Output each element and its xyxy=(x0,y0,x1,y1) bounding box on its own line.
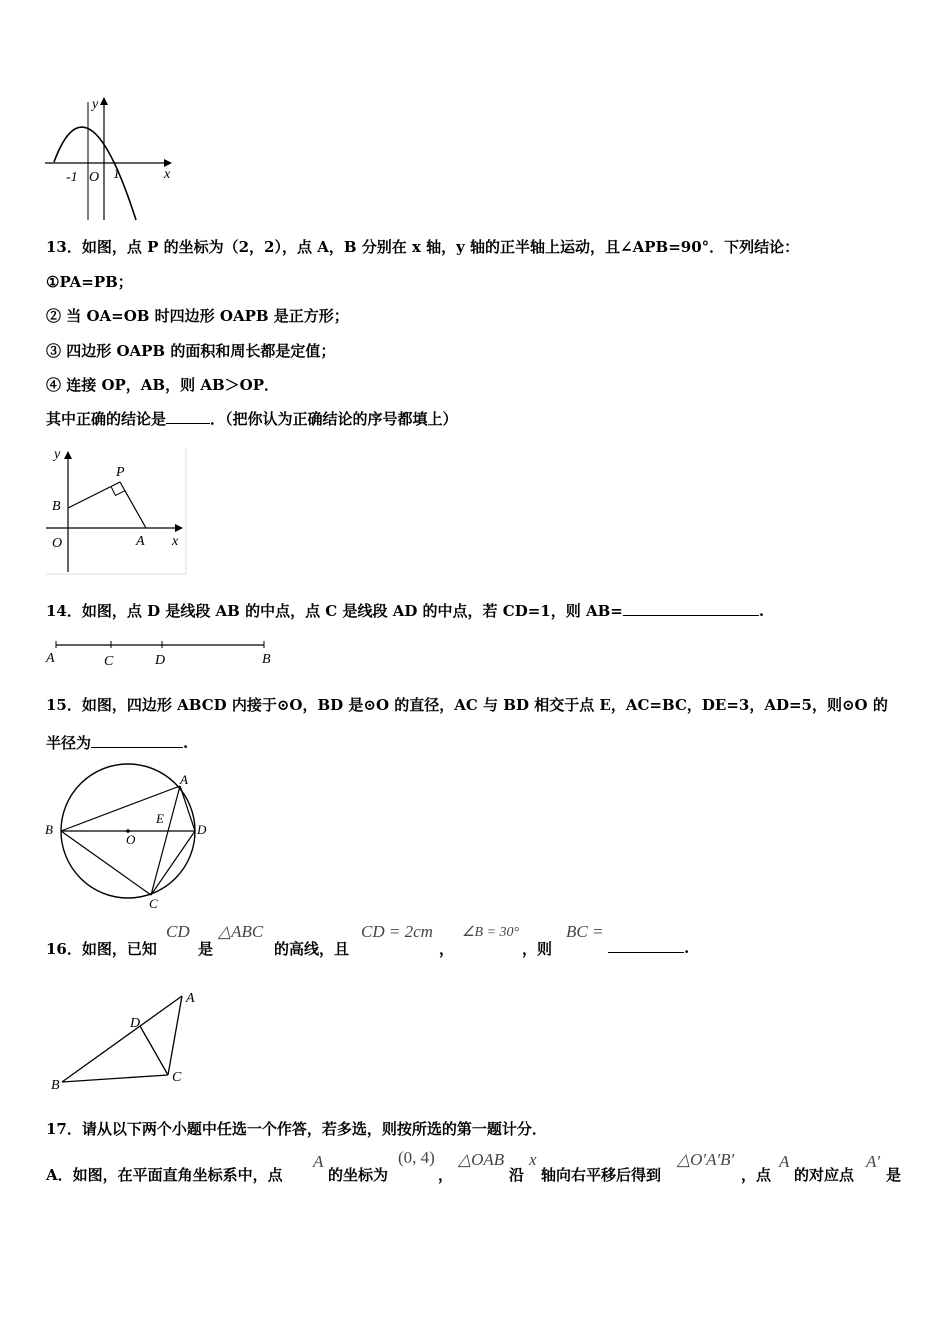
q17-math-oab: △OAB xyxy=(458,1150,505,1169)
q16-math-bc: BC = xyxy=(566,922,604,941)
b-label: B xyxy=(45,822,53,837)
c-label: C xyxy=(149,896,158,911)
q16-answer xyxy=(608,938,689,957)
o-label: O xyxy=(126,832,136,847)
one-label: 1 xyxy=(113,167,120,182)
d-label: D xyxy=(197,822,207,837)
q17-math-a-prime: A′ xyxy=(866,1152,881,1171)
a-label: A xyxy=(186,991,195,1006)
q17-stem: 17．请从以下两个小题中任选一个作答，若多选，则按所选的第一题计分． xyxy=(46,1120,547,1138)
q17-coord-label: 的坐标为 xyxy=(328,1166,389,1184)
q16-math-cd: CD xyxy=(166,922,190,941)
q17-comma: ， xyxy=(438,1166,454,1184)
q17-a-prefix: A．如图，在平面直角坐标系中，点 xyxy=(46,1166,283,1184)
q14-stem-text: 14．如图，点 D 是线段 AB 的中点，点 C 是线段 AD 的中点，若 CD=1，则 AB= xyxy=(46,602,623,620)
c-label: C xyxy=(104,654,114,669)
x-label: x xyxy=(164,167,171,182)
q16-end: . xyxy=(684,939,690,957)
q14-figure xyxy=(44,638,284,670)
e-label: E xyxy=(156,811,164,826)
a-label: A xyxy=(46,651,55,666)
q17-math-a-2: A xyxy=(779,1152,790,1171)
q15-line-2-text: 半径为 xyxy=(46,734,92,752)
y-axis-arrow xyxy=(100,97,108,105)
y-label: y xyxy=(92,97,99,112)
q15-end: . xyxy=(183,734,189,752)
q13-figure xyxy=(44,446,190,576)
segment-bp xyxy=(68,482,120,508)
q16-math-cd-length: CD = 2cm xyxy=(361,922,433,941)
chord-ad xyxy=(180,786,195,831)
q16-math-triangle: △ABC xyxy=(218,922,264,941)
x-axis-arrow xyxy=(164,159,172,167)
q13-ask-a: 其中正确的结论是 xyxy=(46,410,167,428)
q17-shi: 是 xyxy=(886,1166,902,1184)
segment-pa xyxy=(120,482,146,528)
d-label: D xyxy=(155,653,166,668)
q13-answer-blank[interactable] xyxy=(166,409,210,424)
neg-one-label: -1 xyxy=(66,170,78,185)
chord-cb xyxy=(61,831,151,895)
q13-stem: 13．如图，点 P 的坐标为（2，2），点 A，B 分别在 x 轴，y 轴的正半轴上运动，且∠APB=90°．下列结论： xyxy=(46,238,800,256)
y-axis-arrow xyxy=(64,451,72,459)
q14-end: . xyxy=(758,602,765,620)
q16-answer-blank[interactable] xyxy=(608,938,684,953)
q15-answer-blank[interactable] xyxy=(91,733,183,748)
a-label: A xyxy=(180,772,188,787)
q17-math-x: x xyxy=(529,1150,537,1169)
q13-question xyxy=(46,408,458,429)
q17-shift: 轴向右平移后得到 xyxy=(541,1166,662,1184)
x-label: x xyxy=(172,534,179,549)
p-label: P xyxy=(116,465,125,480)
q16-shi: 是 xyxy=(198,940,214,958)
q17-dian: ，点 xyxy=(741,1166,772,1184)
q15-figure xyxy=(42,760,214,912)
a-label: A xyxy=(136,534,145,549)
chord-dc xyxy=(151,831,195,895)
q15-line-2 xyxy=(46,732,188,753)
q13-statement-2: ② 当 OA=OB 时四边形 OAPB 是正方形； xyxy=(46,307,349,325)
y-label: y xyxy=(54,447,61,462)
d-label: D xyxy=(130,1016,141,1031)
q14-stem xyxy=(46,600,764,621)
altitude-cd xyxy=(140,1026,168,1075)
q16-figure xyxy=(46,986,206,1094)
b-label: B xyxy=(52,499,61,514)
q16-comma-1: ， xyxy=(439,940,455,958)
origin-label: O xyxy=(89,170,100,185)
q13-statement-4: ④ 连接 OP，AB，则 AB＞OP． xyxy=(46,376,279,394)
o-label: O xyxy=(52,536,63,551)
q16-gaoxian: 的高线，且 xyxy=(274,940,350,958)
q17-along: 沿 xyxy=(509,1166,525,1184)
b-label: B xyxy=(51,1078,60,1093)
c-label: C xyxy=(172,1070,182,1085)
b-label: B xyxy=(262,652,271,667)
q16-math-angle: ∠B = 30° xyxy=(462,925,520,940)
q17-math-a: A xyxy=(313,1152,324,1171)
q13-statement-3: ③ 四边形 OAPB 的面积和周长都是定值； xyxy=(46,342,336,360)
q17-math-oab-prime: △O′A′B′ xyxy=(677,1150,735,1169)
q15-line-1: 15．如图，四边形 ABCD 内接于⊙O，BD 是⊙O 的直径，AC 与 BD 相交于点 E，AC=BC，DE=3，AD=5，则⊙O 的 xyxy=(46,696,888,714)
q14-answer-blank[interactable] xyxy=(623,601,759,616)
q16-comma-2: ，则 xyxy=(522,940,553,958)
q16-prefix: 16．如图，已知 xyxy=(46,940,157,958)
side-bc xyxy=(62,1075,168,1082)
q13-statement-1: ①PA=PB； xyxy=(46,273,133,291)
q17-corr: 的对应点 xyxy=(794,1166,855,1184)
side-ac xyxy=(168,996,182,1075)
parabola-figure xyxy=(40,92,180,224)
q13-ask-b: ．（把你认为正确结论的序号都填上） xyxy=(210,410,458,428)
x-axis-arrow xyxy=(175,524,183,532)
q17-math-coord: (0, 4) xyxy=(398,1148,435,1167)
